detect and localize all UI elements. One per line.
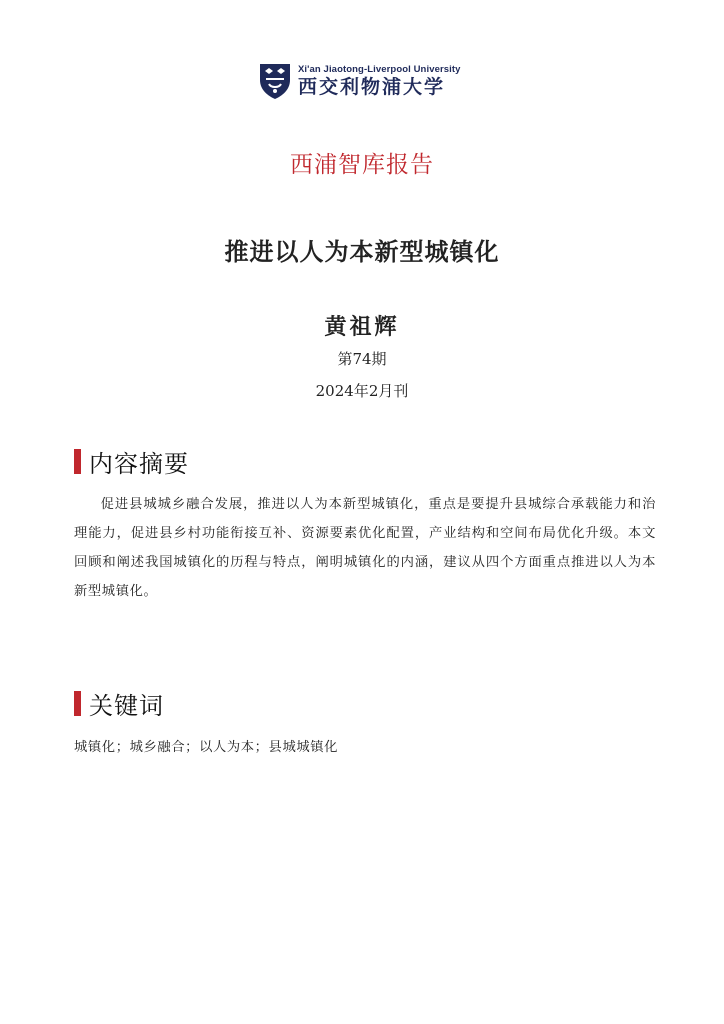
report-title: 推进以人为本新型城镇化 [224, 237, 500, 266]
abstract-heading: 内容摘要 [89, 450, 189, 478]
university-logo [258, 62, 461, 100]
university-name-en: Xi'an Jiaotong-Liverpool University [298, 63, 461, 75]
university-name-cn: 西交利物浦大学 [298, 75, 446, 98]
keywords-text: 城镇化；城乡融合；以人为本；县城城镇化 [74, 740, 339, 755]
author-name: 黄祖辉 [324, 314, 400, 340]
keywords-section-header [74, 686, 164, 721]
keywords-heading: 关键词 [89, 692, 164, 720]
university-shield-icon [258, 62, 292, 100]
section-marker-bar [74, 449, 81, 474]
issue-date: 2024年2月刊 [315, 382, 409, 400]
issue-number: 第74期 [337, 350, 387, 368]
section-marker-bar [74, 691, 81, 716]
abstract-section-header [74, 444, 189, 479]
report-series: 西浦智库报告 [290, 152, 434, 178]
abstract-text: 促进县城城乡融合发展，推进以人为本新型城镇化，重点是要提升县城综合承载能力和治理能力，促进县乡村功能衔接互补、资源要素优化配置，产业结构和空间布局优化升级。本文回顾和阐述我国城镇化的历程与特点，阐明城镇化的内涵，建议从四个方面重点推进以人为本新型城镇化。 [74, 497, 656, 599]
